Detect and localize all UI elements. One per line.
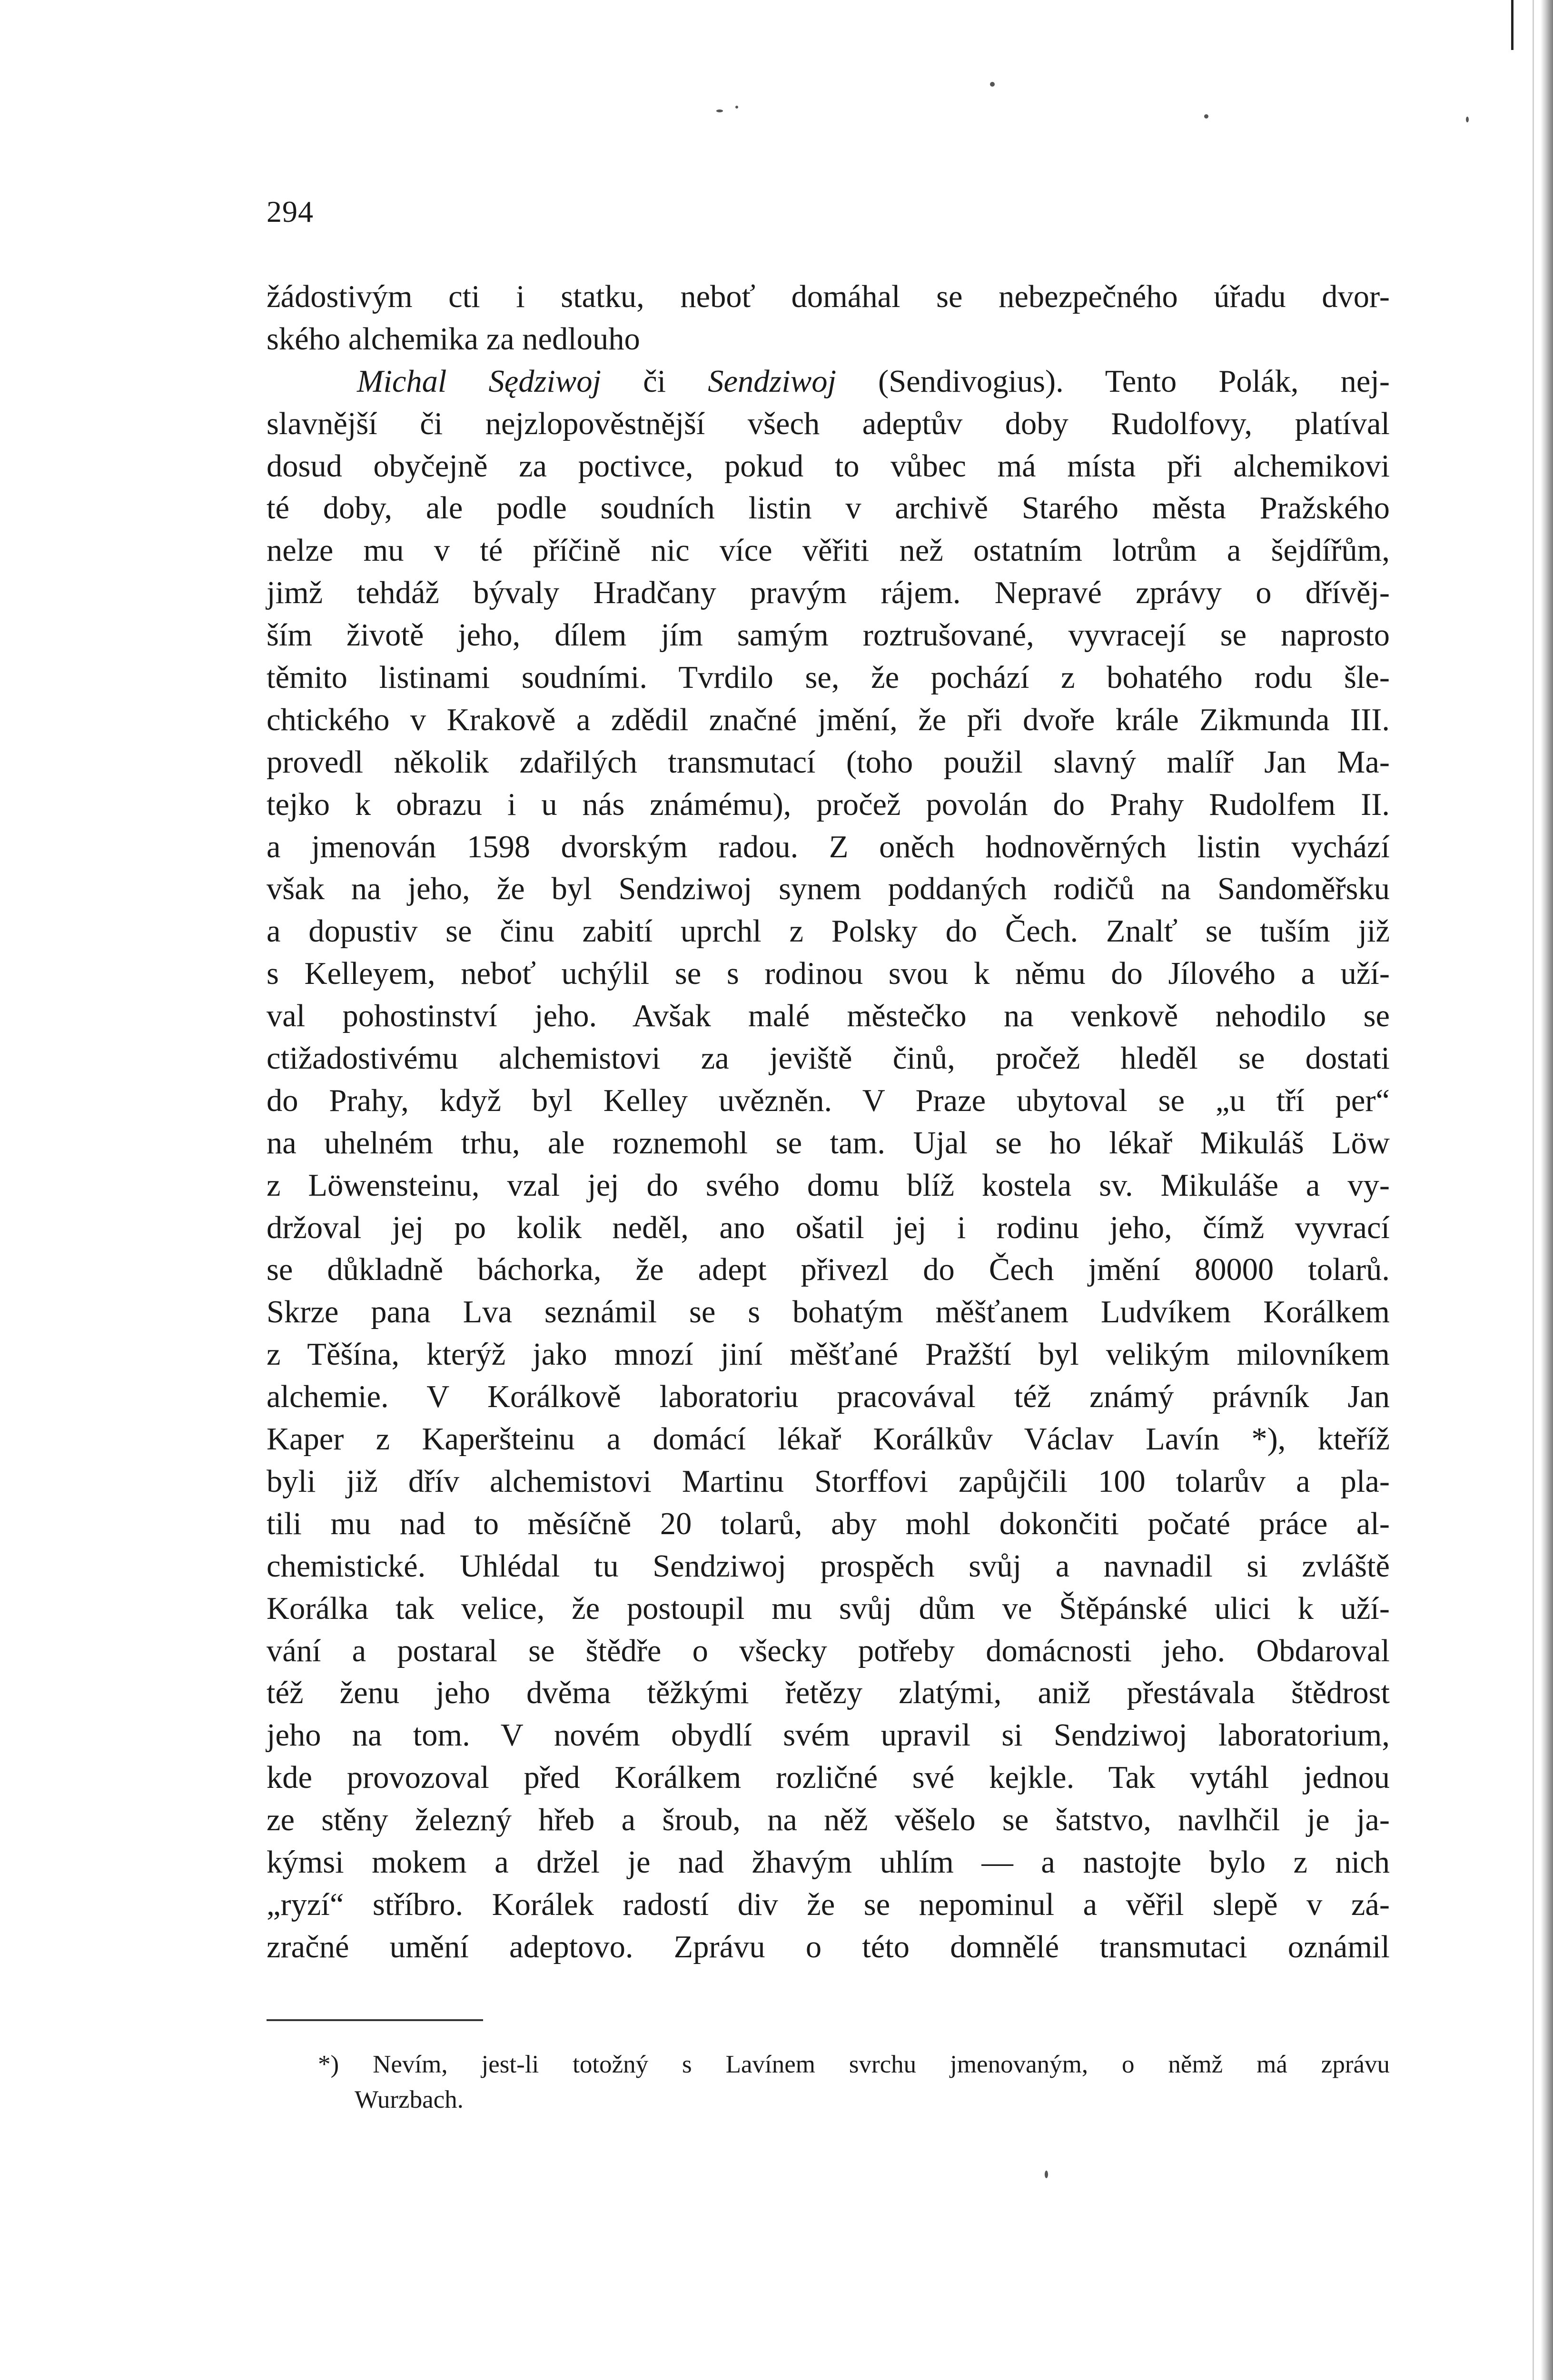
text-line: Kaper z Kaperšteinu a domácí lékař Korálkův Václav Lavín *), kteříž [267, 1422, 1390, 1457]
footnote [267, 2047, 1390, 2117]
person-name-variant: Sendziwoj [708, 364, 836, 399]
text-line: však na jeho, že byl Sendziwoj synem poddaných rodičů na Sandoměřsku [267, 872, 1390, 907]
text-line: kýmsi mokem a držel je nad žhavým uhlím — a nastojte bylo z nich [267, 1844, 1390, 1880]
body-text [267, 276, 1390, 2011]
person-name: Michal Sędziwoj [357, 364, 601, 399]
text-line: a dopustiv se činu zabití uprchl z Polsky do Čech. Znalť se tuším již [267, 914, 1390, 949]
text-line: ze stěny železný hřeb a šroub, na něž věšelo se šatstvo, navlhčil je ja- [267, 1803, 1390, 1838]
text-fragment: (Sendivogius). Tento Polák, nej- [836, 364, 1390, 399]
text-line: kde provozoval před Korálkem rozličné své kejkle. Tak vytáhl jednou [267, 1760, 1390, 1795]
text-line: alchemie. V Korálkově laboratoriu pracovával též známý právník Jan [267, 1379, 1390, 1415]
text-line: držoval jej po kolik neděl, ano ošatil jej i rodinu jeho, čímž vyvrací [267, 1210, 1390, 1245]
page-edge-shadow [1541, 0, 1553, 2380]
name-connector: či [601, 364, 708, 399]
text-line: s Kelleyem, neboť uchýlil se s rodinou svou k němu do Jílového a uží- [267, 956, 1390, 992]
text-line: se důkladně báchorka, že adept přivezl do Čech jmění 80000 tolarů. [267, 1252, 1390, 1288]
footnote-line: Wurzbach. [355, 2086, 464, 2113]
text-line: též ženu jeho dvěma těžkými řetězy zlatými, aniž přestávala štědrost [267, 1676, 1390, 1711]
footnote-line: *) Nevím, jest-li totožný s Lavínem svrchu jmenovaným, o němž má zprávu [318, 2051, 1390, 2078]
scan-speck [1045, 2171, 1048, 2178]
scan-speck [735, 106, 738, 109]
text-line: jeho na tom. V novém obydlí svém upravil si Sendziwoj laboratorium, [267, 1718, 1390, 1753]
text-line: té doby, ale podle soudních listin v archivě Starého města Pražského [267, 491, 1390, 526]
text-line: zračné umění adeptovo. Zprávu o této domnělé transmutaci oznámil [267, 1929, 1390, 1964]
text-line: chtického v Krakově a zdědil značné jmění, že při dvoře krále Zikmunda III. [267, 702, 1390, 737]
text-line: ším životě jeho, dílem jím samým roztrušované, vyvracejí se naprosto [267, 618, 1390, 653]
text-line: ského alchemika za nedlouho [267, 321, 640, 357]
text-line: chemistické. Uhlédal tu Sendziwoj prospěch svůj a navnadil si zvláště [267, 1548, 1390, 1584]
text-line [267, 1969, 1390, 2011]
scan-speck [990, 82, 995, 87]
text-line: a jmenován 1598 dvorským radou. Z oněch hodnověrných listin vychází [267, 829, 1390, 864]
text-line: na uhelném trhu, ale roznemohl se tam. Ujal se ho lékař Mikuláš Löw [267, 1125, 1390, 1160]
text-line-with-names [267, 361, 1390, 403]
text-line: do Prahy, když byl Kelley uvězněn. V Praze ubytoval se „u tří per“ [267, 1083, 1390, 1118]
text-line: nelze mu v té příčině nic více věřiti než ostatním lotrům a šejdířům, [267, 533, 1390, 568]
text-line: jimž tehdáž bývaly Hradčany pravým rájem. Nepravé zprávy o dřívěj- [267, 575, 1390, 611]
text-line: Korálka tak velice, že postoupil mu svůj dům ve Štěpánské ulici k uží- [267, 1591, 1390, 1626]
text-line: tejko k obrazu i u nás známému), pročež povolán do Prahy Rudolfem II. [267, 787, 1390, 822]
page-edge-line [1533, 0, 1534, 2380]
text-line: dosud obyčejně za poctivce, pokud to vůbec má místa při alchemikovi [267, 448, 1390, 484]
text-line: val pohostinství jeho. Avšak malé městečko na venkově nehodilo se [267, 999, 1390, 1034]
text-line: provedl několik zdařilých transmutací (toho použil slavný malíř Jan Ma- [267, 744, 1390, 780]
text-line: tili mu nad to měsíčně 20 tolarů, aby mohl dokončiti počaté práce al- [267, 1506, 1390, 1541]
text-line: žádostivým cti i statku, neboť domáhal se nebezpečného úřadu dvor- [267, 279, 1390, 314]
scan-speck [1204, 114, 1208, 119]
text-line: Skrze pana Lva seznámil se s bohatým měšťanem Ludvíkem Korálkem [267, 1295, 1390, 1330]
text-line: „ryzí“ stříbro. Korálek radostí div že se nepominul a věřil slepě v zá- [267, 1887, 1390, 1922]
scan-speck [716, 109, 723, 112]
scan-speck [1466, 117, 1469, 122]
footnote-divider [267, 2019, 483, 2021]
text-line: byli již dřív alchemistovi Martinu Storffovi zapůjčili 100 tolarův a pla- [267, 1464, 1390, 1499]
scan-mark [1511, 0, 1513, 50]
text-line: ctižadostivému alchemistovi za jeviště činů, pročež hleděl se dostati [267, 1041, 1390, 1076]
text-line: z Těšína, kterýž jako mnozí jiní měšťané Pražští byl velikým milovníkem [267, 1337, 1390, 1372]
page-number: 294 [267, 195, 314, 228]
text-line: z Löwensteinu, vzal jej do svého domu blíž kostela sv. Mikuláše a vy- [267, 1168, 1390, 1203]
text-line: vání a postaral se štědře o všecky potřeby domácnosti jeho. Obdaroval [267, 1633, 1390, 1668]
text-line: těmito listinami soudními. Tvrdilo se, že pochází z bohatého rodu šle- [267, 660, 1390, 695]
text-line: slavnější či nejzlopověstnější všech adeptův doby Rudolfovy, platíval [267, 406, 1390, 441]
